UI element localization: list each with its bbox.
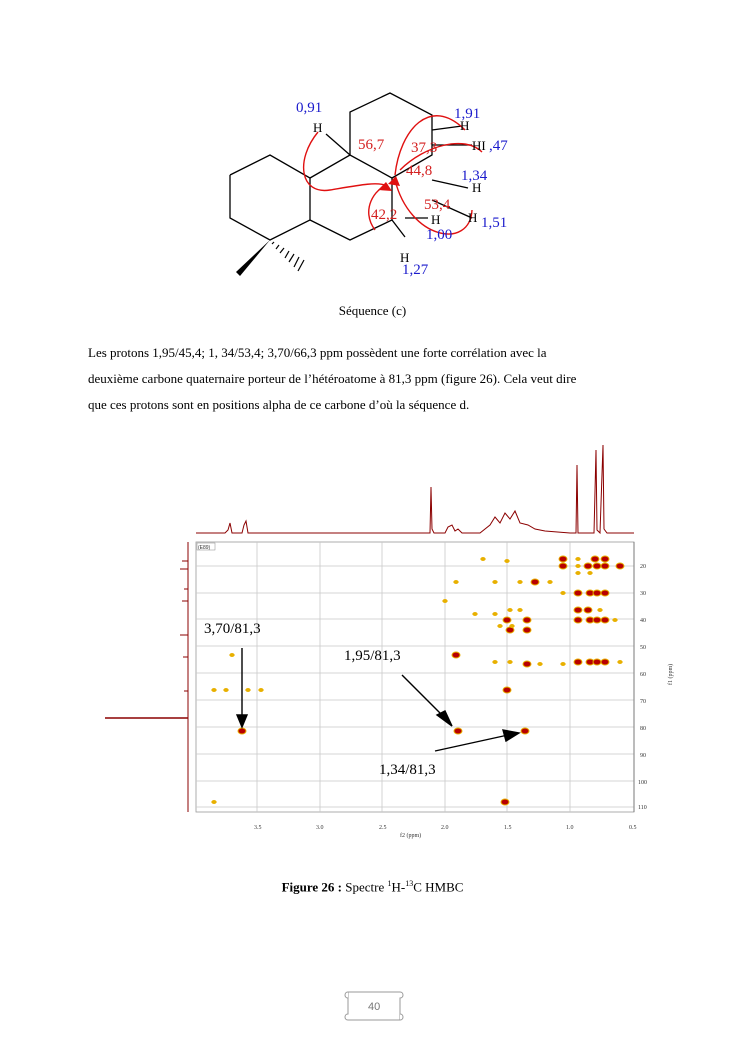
cross-peak xyxy=(501,799,509,805)
x-axis-label: f2 (ppm) xyxy=(400,833,422,839)
cross-peak xyxy=(591,556,599,562)
f2-tick-label: 3.0 xyxy=(316,825,324,831)
cross-peak xyxy=(518,580,523,584)
cross-peak xyxy=(616,563,624,569)
proton-label: ,47 xyxy=(489,138,508,154)
proton-label: 1,51 xyxy=(481,215,508,231)
cross-peak xyxy=(576,564,581,568)
atom-H: H xyxy=(431,212,441,227)
f1-tick-label: 60 xyxy=(640,672,646,678)
cross-peak xyxy=(593,617,601,623)
cross-peak xyxy=(493,612,498,616)
f1-tick-label: 40 xyxy=(640,618,646,624)
molecule-structure xyxy=(200,90,560,290)
f2-tick-label: 1.5 xyxy=(504,825,512,831)
carbon-label: 53,4 xyxy=(424,197,451,213)
cross-peak xyxy=(593,659,601,665)
annotation-3-70: 3,70/81,3 xyxy=(204,621,261,637)
cross-peak xyxy=(498,624,503,628)
cross-peak xyxy=(523,627,531,633)
cross-peak xyxy=(523,617,531,623)
annotation-1-34: 1,34/81,3 xyxy=(379,762,436,778)
atom-H: H xyxy=(400,250,410,265)
cross-peak xyxy=(454,728,462,734)
atom-H: H xyxy=(460,118,470,133)
cross-peak xyxy=(613,618,618,622)
cross-peak xyxy=(510,624,515,628)
carbon-label: 42,2 xyxy=(371,207,398,223)
f1-tick-label: 80 xyxy=(640,726,646,732)
proton-projection xyxy=(196,445,634,533)
cross-peak xyxy=(574,590,582,596)
caption-text: C HMBC xyxy=(413,879,464,895)
cross-peak xyxy=(561,591,566,595)
atom-H: H xyxy=(472,180,482,195)
cross-peak xyxy=(521,728,529,734)
proton-label: 1,91 xyxy=(454,106,481,122)
cross-peak xyxy=(505,559,510,563)
cross-peak xyxy=(452,652,460,658)
cross-peak xyxy=(493,660,498,664)
cross-peak xyxy=(518,608,523,612)
cross-peak xyxy=(576,557,581,561)
carbon-label: 56,7 xyxy=(358,137,385,153)
cross-peak xyxy=(598,608,603,612)
cross-peak xyxy=(601,659,609,665)
cross-peak xyxy=(481,557,486,561)
cross-peak xyxy=(584,563,592,569)
cross-peak xyxy=(454,580,459,584)
y-axis-label: f1 (ppm) xyxy=(668,663,674,685)
proton-label: 0,91 xyxy=(296,100,323,116)
atom-H: H xyxy=(313,120,323,135)
f2-tick-label: 3.5 xyxy=(254,825,262,831)
cross-peak xyxy=(503,617,511,623)
paragraph-line: Les protons 1,95/45,4; 1, 34/53,4; 3,70/66,3 ppm possèdent une forte corrélation avec la xyxy=(88,345,547,360)
cross-peak xyxy=(523,661,531,667)
cross-peak xyxy=(584,607,592,613)
f1-tick-label: 20 xyxy=(640,564,646,570)
proton-label: 1,27 xyxy=(402,262,429,278)
cross-peak xyxy=(601,617,609,623)
page-number: 40 xyxy=(368,1001,381,1013)
cross-peak xyxy=(538,662,543,666)
cross-peak xyxy=(212,800,217,804)
carbon-label: 37,3 xyxy=(411,140,438,156)
cross-peak xyxy=(508,608,513,612)
f2-tick-label: 2.0 xyxy=(441,825,449,831)
cross-peak xyxy=(559,556,567,562)
hmbc-spectrum xyxy=(100,445,720,845)
cross-peak xyxy=(593,590,601,596)
f1-tick-label: 90 xyxy=(640,753,646,759)
f1-tick-label: 30 xyxy=(640,591,646,597)
cross-peak xyxy=(601,590,609,596)
paragraph-line: que ces protons sont en positions alpha de ce carbone d’où la séquence d. xyxy=(88,397,470,412)
f2-tick-label: 2.5 xyxy=(379,825,387,831)
f2-tick-label: 1.0 xyxy=(566,825,574,831)
f1-tick-label: 110 xyxy=(638,805,647,811)
cross-peak xyxy=(508,660,513,664)
cross-peak xyxy=(618,660,623,664)
caption-text: H- xyxy=(391,879,406,895)
cross-peak xyxy=(548,580,553,584)
cross-peak xyxy=(588,571,593,575)
cross-peak xyxy=(246,688,251,692)
cross-peak xyxy=(559,563,567,569)
atom-H: H xyxy=(468,210,478,225)
body-paragraph xyxy=(88,340,656,418)
cross-peak xyxy=(531,579,539,585)
cross-peak xyxy=(561,662,566,666)
cross-peak xyxy=(574,659,582,665)
proton-label: 1,00 xyxy=(426,227,453,243)
proton-label: 1,34 xyxy=(461,168,488,184)
hash-bond xyxy=(272,242,304,271)
f2-tick-label: 0.5 xyxy=(629,825,637,831)
figure-caption xyxy=(0,879,745,895)
page-number-scroll xyxy=(342,986,406,1026)
caption-sup: 1 xyxy=(387,879,392,888)
cross-peak xyxy=(503,687,511,693)
cross-peak xyxy=(224,688,229,692)
f1-tick-label: 50 xyxy=(640,645,646,651)
annotation-1-95: 1,95/81,3 xyxy=(344,648,401,664)
cross-peak xyxy=(576,571,581,575)
cross-peak xyxy=(593,563,601,569)
cross-peak xyxy=(574,617,582,623)
cross-peak xyxy=(443,599,448,603)
cross-peak xyxy=(230,653,235,657)
f1-tick-label: 100 xyxy=(638,780,647,786)
cross-peak xyxy=(473,612,478,616)
f1-tick-label: 70 xyxy=(640,699,646,705)
atom-HI: HI xyxy=(472,138,486,153)
cross-peak xyxy=(259,688,264,692)
cross-peak xyxy=(493,580,498,584)
carbon-label: 44,8 xyxy=(406,163,433,179)
cross-peak xyxy=(238,728,246,734)
carbon-projection xyxy=(105,542,188,812)
cross-peak xyxy=(601,556,609,562)
wedge-bond xyxy=(236,240,270,276)
sequence-caption: Séquence (c) xyxy=(338,303,407,318)
caption-text: Spectre xyxy=(342,879,388,895)
figure-label: Figure 26 : xyxy=(281,879,342,895)
dataset-label: (E89) xyxy=(198,545,211,551)
paragraph-line: deuxième carbone quaternaire porteur de l’hétéroatome à 81,3 ppm (figure 26). Cela veut dire xyxy=(88,371,577,386)
caption-sup: 13 xyxy=(405,879,414,888)
cross-peak xyxy=(212,688,217,692)
cross-peak xyxy=(601,563,609,569)
cross-peak xyxy=(574,607,582,613)
